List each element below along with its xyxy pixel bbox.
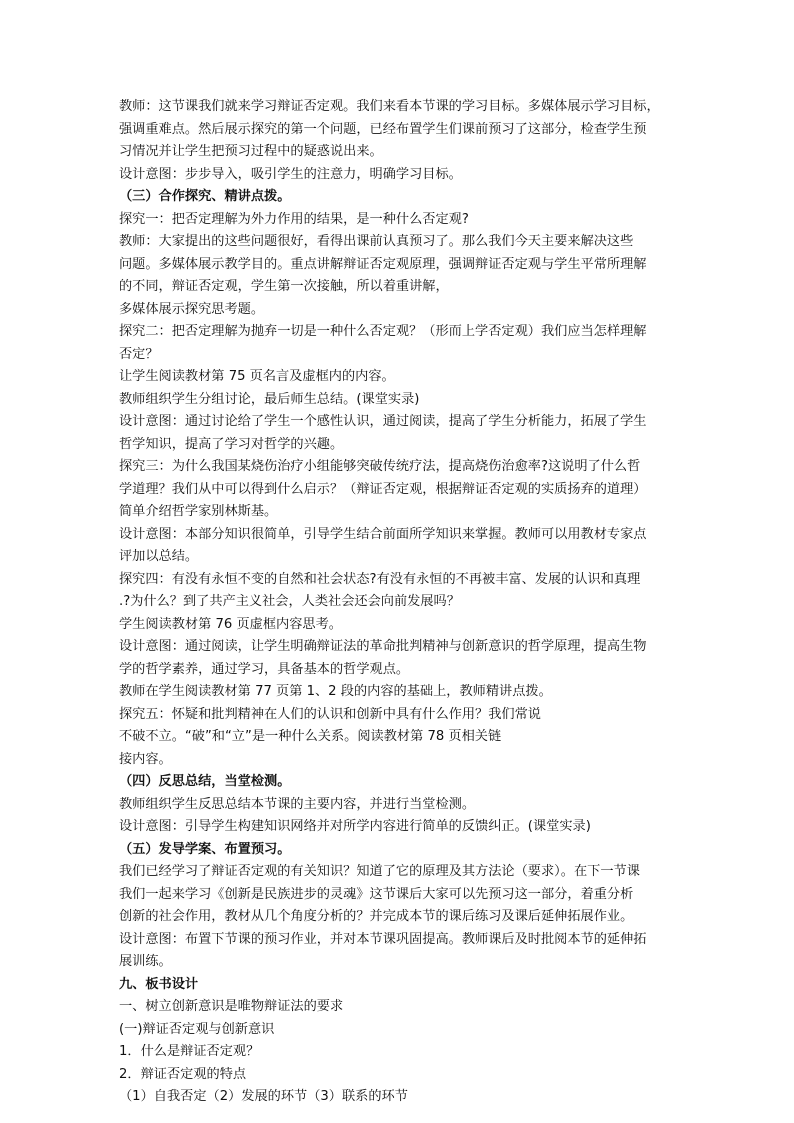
text-line: 让学生阅读教材第 75 页名言及虚框内的内容。 <box>119 369 395 384</box>
document-page <box>119 96 679 1109</box>
text-line: 探究四：有没有永恒不变的自然和社会状态?有没有永恒的不再被丰富、发展的认识和真理 <box>119 571 641 587</box>
text-line: 教师在学生阅读教材第 77 页第 1、2 段的内容的基础上，教师精讲点拨。 <box>119 684 552 699</box>
text-line: 习情况并让学生把预习过程中的疑惑说出来。 <box>119 144 383 159</box>
text-line: 的不同，辩证否定观，学生第一次接触，所以着重讲解， <box>119 279 449 294</box>
text-line: 设计意图：通过阅读，让学生明确辩证法的革命批判精神与创新意识的哲学原理，提高生物 <box>119 639 647 654</box>
text-line: 简单介绍哲学家别林斯基。 <box>119 504 278 519</box>
text-line: 教师：这节课我们就来学习辩证否定观。我们来看本节课的学习目标。多媒体展示学习目标， <box>119 99 660 114</box>
section-heading: （三）合作探究、精讲点拨。 <box>119 189 291 204</box>
text-line: 设计意图：本部分知识很简单，引导学生结合前面所学知识来掌握。教师可以用教材专家点 <box>119 526 647 542</box>
text-line: 设计意图：通过讨论给了学生一个感性认识，通过阅读，提高了学生分析能力，拓展了学生 <box>119 414 647 429</box>
text-line: （1）自我否定（2）发展的环节（3）联系的环节 <box>119 1089 408 1104</box>
text-line: 哲学知识，提高了学习对哲学的兴趣。 <box>119 436 344 452</box>
section-heading: （五）发导学案、布置预习。 <box>119 841 291 857</box>
text-line: 多媒体展示探究思考题。 <box>119 301 265 317</box>
text-line: 一、树立创新意识是唯物辩证法的要求 <box>119 999 344 1014</box>
text-line: 1．什么是辩证否定观？ <box>119 1044 260 1059</box>
text-line: 设计意图：步步导入，吸引学生的注意力，明确学习目标。 <box>119 166 462 182</box>
text-line: 学的哲学素养，通过学习，具备基本的哲学观点。 <box>119 661 410 677</box>
text-line: 评加以总结。 <box>119 549 199 564</box>
text-line: 接内容。 <box>119 751 172 767</box>
text-line: (一)辩证否定观与创新意识 <box>119 1021 275 1037</box>
text-line: 展训练。 <box>119 954 172 969</box>
text-line: 探究三：为什么我国某烧伤治疗小组能够突破传统疗法，提高烧伤治愈率?这说明了什么哲 <box>119 459 641 474</box>
text-line: 我们一起来学习《创新是民族进步的灵魂》这节课后大家可以先预习这一部分，着重分析 <box>119 886 634 902</box>
text-line: 设计意图：引导学生构建知识网络并对所学内容进行简单的反馈纠正。(课堂实录) <box>119 819 591 834</box>
text-line: 学生阅读教材第 76 页虚框内容思考。 <box>119 616 342 632</box>
text-line: 探究二：把否定理解为抛弃一切是一种什么否定观？（形而上学否定观）我们应当怎样理解 <box>119 324 647 339</box>
text-line: 问题。多媒体展示教学目的。重点讲解辩证否定观原理，强调辩证否定观与学生平常所理解 <box>119 256 647 272</box>
text-line: 教师组织学生反思总结本节课的主要内容，并进行当堂检测。 <box>119 796 476 812</box>
text-line: 强调重难点。然后展示探究的第一个问题，已经布置学生们课前预习了这部分，检查学生预 <box>119 121 647 137</box>
text-line: 学道理？我们从中可以得到什么启示？（辩证否定观，根据辩证否定观的实质扬弃的道理） <box>119 481 647 497</box>
text-line: .?为什么？到了共产主义社会，人类社会还会向前发展吗？ <box>119 594 460 609</box>
text-line: 创新的社会作用，教材从几个角度分析的？并完成本节的课后练习及课后延伸拓展作业。 <box>119 909 634 924</box>
text-line: 教师：大家提出的这些问题很好，看得出课前认真预习了。那么我们今天主要来解决这些 <box>119 234 634 249</box>
text-line: 2．辩证否定观的特点 <box>119 1066 247 1082</box>
text-line: 否定？ <box>119 346 159 362</box>
text-line: 探究五：怀疑和批判精神在人们的认识和创新中具有什么作用？我们常说 <box>119 706 541 722</box>
text-line: 教师组织学生分组讨论，最后师生总结。(课堂实录) <box>119 391 420 407</box>
section-heading: 九、板书设计 <box>119 976 199 992</box>
section-heading: （四）反思总结，当堂检测。 <box>119 774 291 789</box>
text-line: 探究一：把否定理解为外力作用的结果，是一种什么否定观? <box>119 211 469 227</box>
text-line: 不破不立。“破”和“立”是一种什么关系。阅读教材第 78 页相关链 <box>119 729 502 744</box>
text-line: 设计意图：布置下节课的预习作业，并对本节课巩固提高。教师课后及时批阅本节的延伸拓 <box>119 931 647 947</box>
text-line: 我们已经学习了辩证否定观的有关知识？知道了它的原理及其方法论（要求）。在下一节课 <box>119 864 640 879</box>
